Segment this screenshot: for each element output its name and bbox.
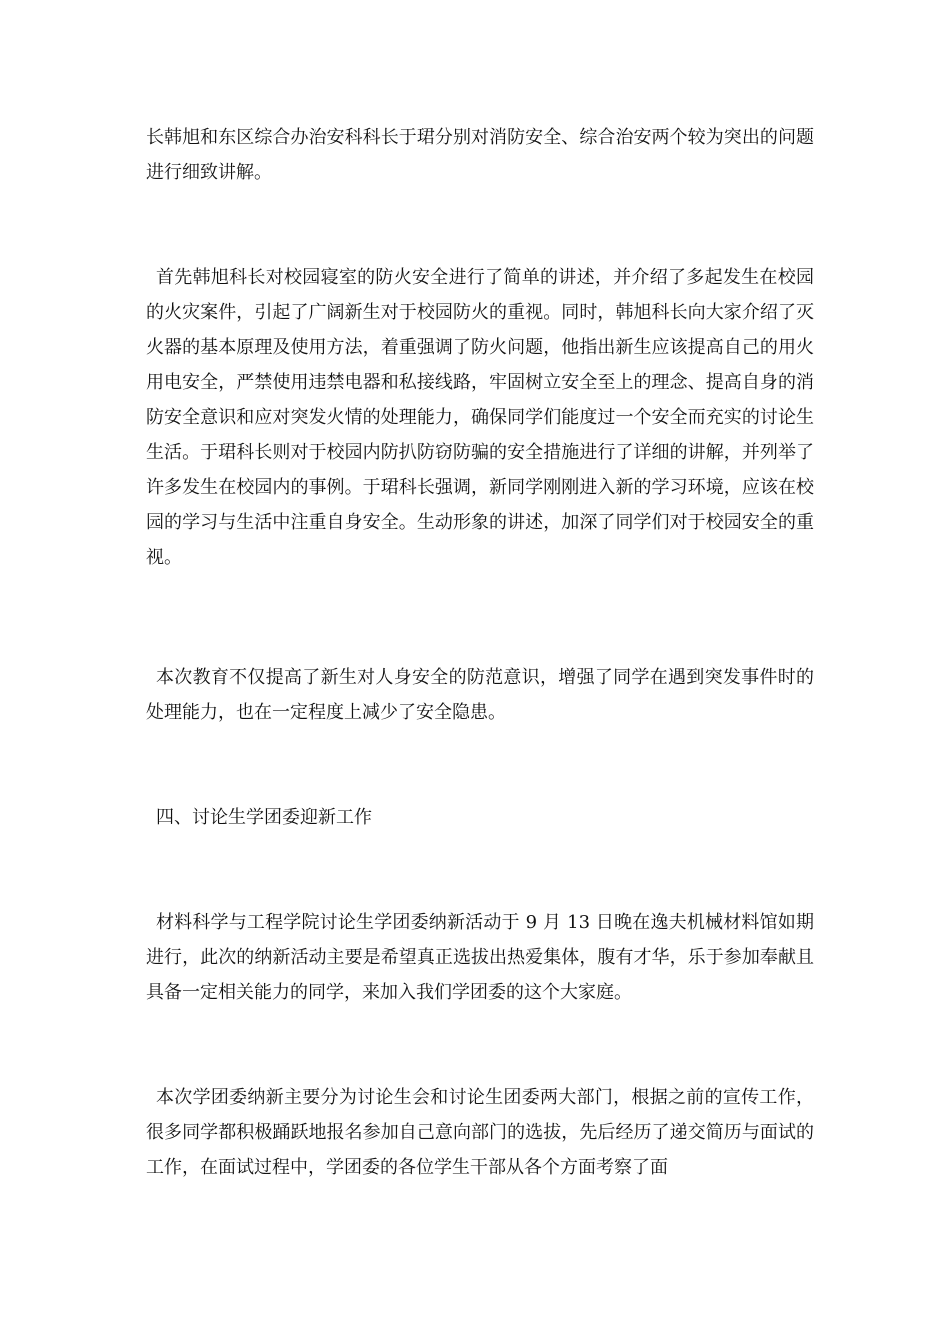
paragraph-recruitment-activity: 材料科学与工程学院讨论生学团委纳新活动于 9 月 13 日晚在逸夫机械材料馆如期进行，此次的纳新活动主要是希望真正选拔出热爱集体，腹有才华，乐于参加奉献且具备一定相关能力的同学，来加入我们学团委的这个大家庭。: [146, 912, 814, 1003]
paragraph-safety-lecture-intro: 长韩旭和东区综合办治安科科长于珺分别对消防安全、综合治安两个较为突出的问题进行细致讲解。: [146, 127, 814, 183]
paragraph-recruitment-process: 本次学团委纳新主要分为讨论生会和讨论生团委两大部门，根据之前的宣传工作，很多同学都积极踊跃地报名参加自己意向部门的选拔，先后经历了递交简历与面试的工作，在面试过程中，学团委的各位学生干部从各个方面考察了面: [146, 1087, 814, 1178]
section-heading: 四、讨论生学团委迎新工作: [156, 807, 372, 828]
paragraph-fire-safety: 首先韩旭科长对校园寝室的防火安全进行了简单的讲述，并介绍了多起发生在校园的火灾案件，引起了广阔新生对于校园防火的重视。同时，韩旭科长向大家介绍了灭火器的基本原理及使用方法，着重强调了防火问题，他指出新生应该提高自己的用火用电安全，严禁使用违禁电器和私接线路，牢固树立安全至上的理念、提高自身的消防安全意识和应对突发火情的处理能力，确保同学们能度过一个安全而充实的讨论生生活。于珺科长则对于校园内防扒防窃防骗的安全措施进行了详细的讲解，并列举了许多发生在校园内的事例。于珺科长强调，新同学刚刚进入新的学习环境，应该在校园的学习与生活中注重自身安全。生动形象的讲述，加深了同学们对于校园安全的重视。: [146, 267, 814, 568]
paragraph-education-summary: 本次教育不仅提高了新生对人身安全的防范意识，增强了同学在遇到突发事件时的处理能力，也在一定程度上减少了安全隐患。: [146, 667, 814, 723]
